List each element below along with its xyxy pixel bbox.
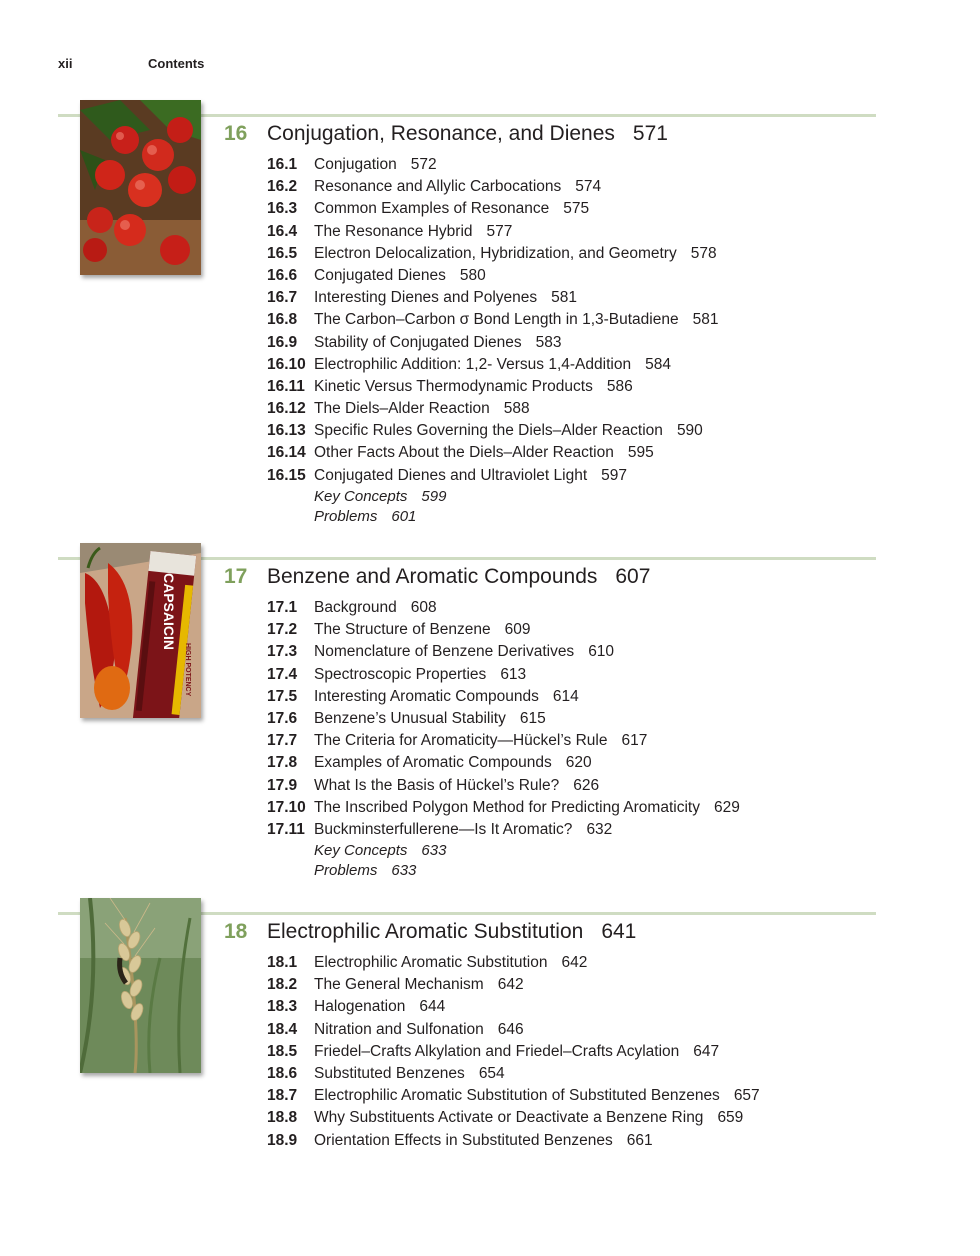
section-number: 17.1 [267,599,298,616]
section-title: Conjugated Dienes [314,266,446,284]
section-title: Electrophilic Addition: 1,2- Versus 1,4-Addition [314,355,632,373]
section-title: Background [314,599,397,616]
section-number: 16.2 [267,178,298,196]
running-head [58,56,205,71]
section-page: 590 [676,422,703,440]
section-title: Electrophilic Aromatic Substitution of Substituted Benzenes [314,1087,720,1105]
section-number: 16.15 [267,466,306,484]
chapter-heading [224,565,650,589]
chapter-number: 16 [224,122,248,145]
chapter-heading [224,920,636,944]
section-page: 615 [519,709,546,727]
section-entry [267,1063,760,1085]
section-entry [267,641,740,663]
section-number: 17.5 [267,687,298,705]
section-entry [267,198,718,220]
section-entry [267,221,718,243]
section-entry [267,686,740,708]
section-entry [267,287,718,309]
section-title: Interesting Dienes and Polyenes [314,289,538,307]
section-page: 580 [459,266,486,284]
section-entry [267,465,718,487]
section-number: 17.4 [267,665,298,683]
section-page: 632 [586,820,613,838]
section-entry [267,775,740,797]
section-page: 586 [606,377,633,395]
section-number: 16.7 [267,289,298,307]
section-number: 17.10 [267,798,306,816]
chapter-photo-tomatoes [80,100,201,275]
section-page: 577 [486,222,513,240]
section-number: 18.3 [267,998,298,1016]
section-title: Electrophilic Aromatic Substitution [314,954,548,971]
section-number: 16.8 [267,311,298,329]
section-number: 17.3 [267,643,298,661]
section-page: 661 [626,1131,653,1149]
section-list [267,597,740,881]
section-page: 629 [713,798,740,816]
section-entry [267,996,760,1018]
section-page: 613 [500,665,527,683]
problems-entry [314,507,718,527]
section-page: 626 [573,776,600,794]
section-title: Specific Rules Governing the Diels–Alder Reaction [314,422,663,440]
section-number: 16.14 [267,444,306,462]
section-number: 16.1 [267,156,298,173]
key-concepts-entry [314,487,718,507]
section-title: The Criteria for Aromaticity—Hückel’s Rule [314,732,608,750]
section-entry [267,176,718,198]
section-entry [267,597,740,619]
section-entry [267,354,718,376]
section-entry [267,265,718,287]
extra-title: Problems [314,507,378,525]
section-title: Other Facts About the Diels–Alder Reaction [314,444,614,462]
section-page: 581 [692,311,719,329]
section-number: 16.10 [267,355,306,373]
section-entry [267,708,740,730]
section-title: Examples of Aromatic Compounds [314,754,552,772]
section-title: Electron Delocalization, Hybridization, and Geometry [314,244,677,262]
section-number: 18.4 [267,1020,298,1038]
section-page: 578 [690,244,717,262]
chapter-page: 571 [632,122,668,145]
section-number: 17.9 [267,776,298,794]
section-page: 610 [588,643,615,661]
section-page: 575 [563,200,590,218]
section-title: The Resonance Hybrid [314,222,473,240]
chapter-title: Electrophilic Aromatic Substitution [267,920,584,943]
section-title: The General Mechanism [314,976,484,994]
section-title: The Structure of Benzene [314,621,491,639]
section-entry [267,952,760,974]
extra-page: 599 [421,487,447,505]
section-number: 16.6 [267,266,298,284]
chapter-photo-wheat [80,898,201,1073]
chapter-page: 607 [615,565,651,588]
section-entry [267,1085,760,1107]
section-number: 17.6 [267,709,298,727]
section-entry [267,974,760,996]
section-entry [267,752,740,774]
section-number: 18.8 [267,1109,298,1127]
section-entry [267,332,718,354]
section-title: Friedel–Crafts Alkylation and Friedel–Crafts Acylation [314,1042,680,1060]
section-page: 584 [645,355,671,373]
section-number: 18.5 [267,1042,298,1060]
section-page: 657 [733,1087,760,1105]
section-title: The Carbon–Carbon σ Bond Length in 1,3-Butadiene [314,311,679,329]
section-entry [267,730,740,752]
section-title: Stability of Conjugated Dienes [314,333,522,351]
section-title: Interesting Aromatic Compounds [314,687,539,705]
section-entry [267,1107,760,1129]
section-number: 16.12 [267,400,306,418]
section-page: 572 [410,156,437,173]
section-page: 646 [497,1020,524,1038]
section-entry [267,154,718,176]
section-title: Resonance and Allylic Carbocations [314,178,562,196]
extra-title: Key Concepts [314,842,408,860]
running-head-title: Contents [148,56,205,71]
section-number: 17.11 [267,820,305,838]
section-entry [267,420,718,442]
section-page: 581 [551,289,578,307]
section-number: 16.9 [267,333,298,351]
section-list [267,952,760,1152]
chapter-page: 641 [601,920,637,943]
section-title: What Is the Basis of Hückel’s Rule? [314,776,560,794]
photo-label-capsaicin: CAPSAICIN [161,573,177,651]
section-page: 642 [561,954,588,971]
chapter-title: Benzene and Aromatic Compounds [267,565,598,588]
problems-entry [314,861,740,881]
section-title: Kinetic Versus Thermodynamic Products [314,377,593,395]
section-page: 614 [552,687,579,705]
section-entry [267,664,740,686]
section-entry [267,243,718,265]
section-title: Common Examples of Resonance [314,200,550,218]
section-number: 18.7 [267,1087,298,1105]
chapter-title: Conjugation, Resonance, and Dienes [267,122,615,145]
section-page: 608 [410,599,437,616]
section-number: 16.13 [267,422,306,440]
section-page: 609 [504,621,531,639]
section-entry [267,619,740,641]
section-entry [267,309,718,331]
chapter-number: 18 [224,920,248,943]
extra-title: Key Concepts [314,487,408,505]
section-title: Halogenation [314,998,406,1016]
section-number: 16.11 [267,377,305,395]
chapter-heading [224,122,668,146]
section-number: 16.3 [267,200,298,218]
chapter-photo-capsaicin [80,543,201,718]
section-title: Why Substituents Activate or Deactivate a Benzene Ring [314,1109,704,1127]
chapter-number: 17 [224,565,248,588]
section-page: 642 [497,976,524,994]
section-entry [267,1130,760,1152]
extra-page: 633 [391,862,417,880]
key-concepts-entry [314,841,740,861]
section-title: The Inscribed Polygon Method for Predicting Aromaticity [314,798,700,816]
section-number: 17.7 [267,732,298,750]
section-number: 17.2 [267,621,298,639]
section-title: Nomenclature of Benzene Derivatives [314,643,575,661]
extra-page: 633 [421,842,447,860]
section-number: 16.5 [267,244,298,262]
section-page: 595 [627,444,654,462]
section-title: Spectroscopic Properties [314,665,487,683]
section-page: 597 [601,466,628,484]
section-title: Conjugated Dienes and Ultraviolet Light [314,466,588,484]
section-number: 18.1 [267,954,298,971]
section-entry [267,442,718,464]
section-entry [267,376,718,398]
section-number: 18.6 [267,1064,298,1082]
section-page: 647 [693,1042,720,1060]
section-title: Orientation Effects in Substituted Benzenes [314,1131,613,1149]
section-number: 17.8 [267,754,298,772]
section-title: The Diels–Alder Reaction [314,400,490,418]
section-entry [267,1041,760,1063]
section-page: 583 [535,333,562,351]
section-title: Nitration and Sulfonation [314,1020,484,1038]
photo-label-high-potency: HIGH POTENCY [184,643,191,697]
section-entry [267,398,718,420]
section-page: 654 [478,1064,505,1082]
section-page: 620 [565,754,592,772]
section-title: Buckminsterfullerene—Is It Aromatic? [314,820,573,838]
section-number: 16.4 [267,222,298,240]
section-title: Conjugation [314,156,397,173]
section-entry [267,819,740,841]
section-page: 588 [503,400,530,418]
section-title: Benzene’s Unusual Stability [314,709,506,727]
extra-page: 601 [391,507,417,525]
section-number: 18.2 [267,976,298,994]
section-number: 18.9 [267,1131,298,1149]
extra-title: Problems [314,862,378,880]
section-page: 659 [717,1109,744,1127]
section-entry [267,1019,760,1041]
section-title: Substituted Benzenes [314,1064,465,1082]
page-number: xii [58,56,73,71]
section-page: 644 [419,998,446,1016]
section-list [267,154,718,527]
section-page: 617 [621,732,648,750]
section-page: 574 [575,178,602,196]
section-entry [267,797,740,819]
